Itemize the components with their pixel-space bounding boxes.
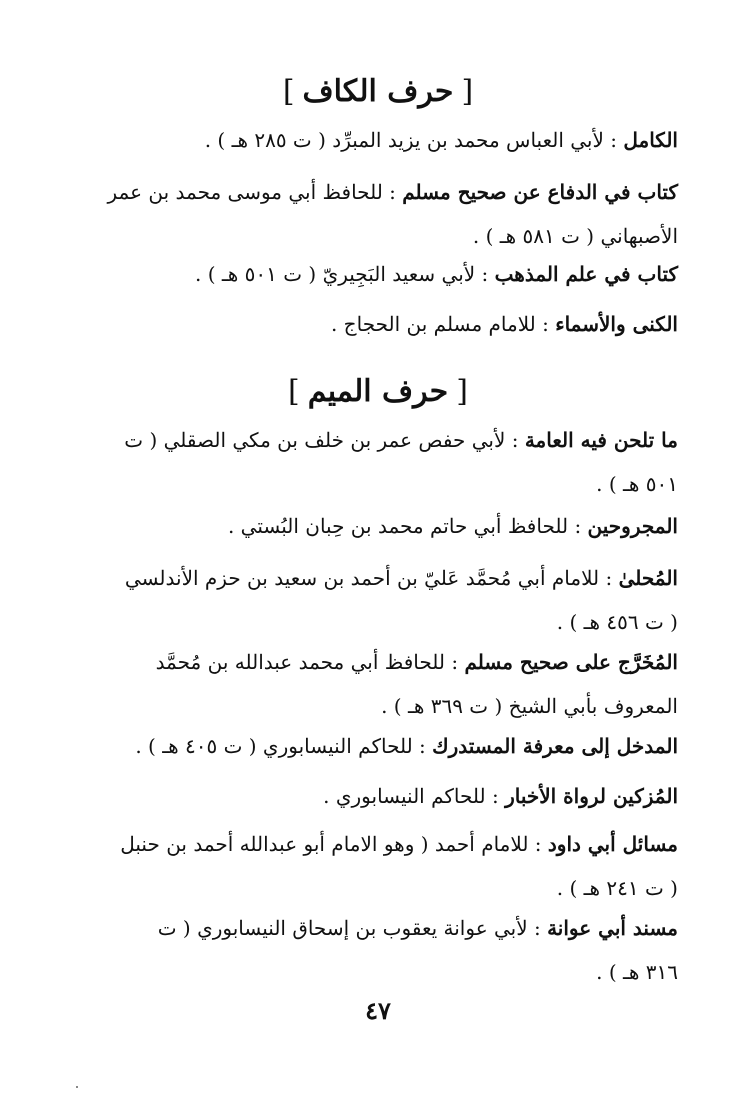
- entry-title: كتاب في علم المذهب: [494, 262, 678, 286]
- entry-line: المُزكين لرواة الأخبار : للحاكم النيسابوري .: [323, 784, 678, 808]
- entry-muzakkin: [70, 774, 678, 818]
- entry-line: كتاب في علم المذهب : لأبي سعيد البَجِيريّ ( ت ٥٠١ هـ ) .: [194, 262, 678, 286]
- entry-line: ( ت ٢٤١ هـ ) .: [556, 876, 678, 900]
- entry-title: المُخَرَّج على صحيح مسلم: [464, 650, 678, 674]
- entry-musnad: [70, 906, 678, 994]
- entry-line: المجروحين : للحافظ أبي حاتم محمد بن حِبان البُستي .: [227, 514, 678, 538]
- entry-line: المعروف بأبي الشيخ ( ت ٣٦٩ هـ ) .: [381, 694, 678, 718]
- entry-title: مسند أبي عوانة: [547, 916, 678, 940]
- section-heading-mim: [حرف الميم]: [288, 374, 468, 409]
- entry-muhalla: [70, 556, 678, 644]
- entry-title: المجروحين: [587, 514, 678, 538]
- entry-title: المدخل إلى معرفة المستدرك: [432, 734, 678, 758]
- entry-line: الكامل : لأبي العباس محمد بن يزيد المبرِّد ( ت ٢٨٥ هـ ) .: [204, 128, 678, 152]
- entry-title: كتاب في الدفاع عن صحيح مسلم: [402, 180, 678, 204]
- entry-line: ( ت ٤٥٦ هـ ) .: [556, 610, 678, 634]
- entry-line: مسائل أبي داود : للامام أحمد ( وهو الامام أبو عبدالله أحمد بن حنبل: [120, 832, 678, 856]
- entry-title: المُزكين لرواة الأخبار: [505, 784, 678, 808]
- entry-line: ٣١٦ هـ ) .: [596, 960, 678, 984]
- entry-line: الأصبهاني ( ت ٥٨١ هـ ) .: [472, 224, 678, 248]
- entry-line: المُخَرَّج على صحيح مسلم : للحافظ أبي محمد عبدالله بن مُحمَّد: [155, 650, 678, 674]
- entry-line: الكنى والأسماء : للامام مسلم بن الحجاج .: [330, 312, 678, 336]
- entry-title: الكامل: [623, 128, 678, 152]
- section-heading-kaf: [حرف الكاف]: [282, 74, 474, 109]
- scan-speck: [76, 1086, 78, 1088]
- heading-text: حرف الميم: [307, 374, 449, 409]
- entry-ilm-madhhab: [70, 252, 678, 296]
- entry-difa: [70, 170, 678, 258]
- entry-title: المُحلىٰ: [618, 566, 678, 590]
- entry-line: مسند أبي عوانة : لأبي عوانة يعقوب بن إسحاق النيسابوري ( ت: [157, 916, 678, 940]
- entry-line: المدخل إلى معرفة المستدرك : للحاكم النيسابوري ( ت ٤٠٥ هـ ) .: [135, 734, 678, 758]
- entry-majruhin: [70, 504, 678, 548]
- entry-line: ٥٠١ هـ ) .: [596, 472, 678, 496]
- entry-title: مسائل أبي داود: [547, 832, 678, 856]
- entry-masail: [70, 822, 678, 910]
- heading-text: حرف الكاف: [302, 74, 454, 109]
- page-number: ٤٧: [365, 996, 391, 1025]
- entry-kamil: [70, 118, 678, 162]
- entry-line: كتاب في الدفاع عن صحيح مسلم : للحافظ أبي موسى محمد بن عمر: [107, 180, 678, 204]
- entry-madkhal: [70, 724, 678, 768]
- entry-title: ما تلحن فيه العامة: [524, 428, 678, 452]
- entry-mukharraj: [70, 640, 678, 728]
- entry-ma-talhan: [70, 418, 678, 506]
- entry-line: ما تلحن فيه العامة : لأبي حفص عمر بن خلف بن مكي الصقلي ( ت: [124, 428, 678, 452]
- entry-kuna: [70, 302, 678, 346]
- entry-line: المُحلىٰ : للامام أبي مُحمَّد عَليّ بن أحمد بن سعيد بن حزم الأندلسي: [124, 566, 678, 590]
- entry-title: الكنى والأسماء: [555, 312, 678, 336]
